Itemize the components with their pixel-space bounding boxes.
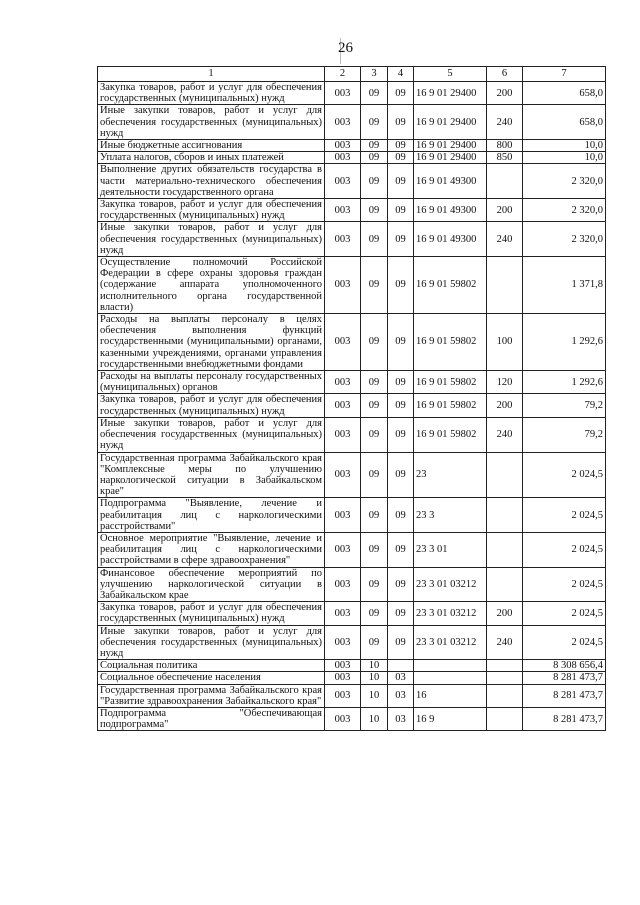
row-name-cell: Иные закупки товаров, работ и услуг для обеспечения государственных (муниципальных) нужд (98, 105, 325, 140)
row-amount-cell: 8 281 473,7 (523, 672, 606, 684)
row-target-article-cell (414, 672, 487, 684)
row-grbs-cell: 003 (325, 222, 361, 257)
row-section-cell: 09 (361, 371, 388, 394)
header-cell: 1 (98, 67, 325, 82)
row-amount-cell: 8 281 473,7 (523, 684, 606, 707)
row-expense-type-cell: 120 (487, 371, 523, 394)
table-row (98, 257, 606, 314)
row-section-cell: 09 (361, 105, 388, 140)
row-target-article-cell (414, 660, 487, 672)
row-name-cell: Государственная программа Забайкальского края "Развитие здравоохранения Забайкальского края" (98, 684, 325, 707)
row-section-cell: 09 (361, 199, 388, 222)
row-name-cell: Социальная политика (98, 660, 325, 672)
row-grbs-cell: 003 (325, 707, 361, 730)
row-target-article-cell: 23 3 01 (414, 532, 487, 567)
row-expense-type-cell: 240 (487, 105, 523, 140)
row-amount-cell: 2 024,5 (523, 498, 606, 533)
row-expense-type-cell (487, 257, 523, 314)
row-subsection-cell: 09 (388, 567, 414, 602)
table-row (98, 660, 606, 672)
table-row (98, 602, 606, 625)
row-amount-cell: 2 024,5 (523, 602, 606, 625)
row-name-cell: Расходы на выплаты персоналу в целях обеспечения выполнения функций государственными (муниципальными) органами, казенными учреждениями, органами управления государственными внебюджетными фондами (98, 314, 325, 371)
row-expense-type-cell (487, 707, 523, 730)
row-name-cell: Закупка товаров, работ и услуг для обеспечения государственных (муниципальных) нужд (98, 602, 325, 625)
row-expense-type-cell (487, 684, 523, 707)
row-section-cell: 09 (361, 417, 388, 452)
row-section-cell: 09 (361, 625, 388, 660)
row-section-cell: 10 (361, 660, 388, 672)
row-grbs-cell: 003 (325, 152, 361, 164)
row-section-cell: 09 (361, 152, 388, 164)
row-section-cell: 10 (361, 672, 388, 684)
row-expense-type-cell: 850 (487, 152, 523, 164)
row-grbs-cell: 003 (325, 672, 361, 684)
row-section-cell: 09 (361, 257, 388, 314)
row-grbs-cell: 003 (325, 567, 361, 602)
row-grbs-cell: 003 (325, 105, 361, 140)
table-row (98, 417, 606, 452)
row-grbs-cell: 003 (325, 684, 361, 707)
row-subsection-cell: 03 (388, 672, 414, 684)
row-subsection-cell: 09 (388, 625, 414, 660)
row-grbs-cell: 003 (325, 257, 361, 314)
table-row (98, 105, 606, 140)
row-grbs-cell: 003 (325, 394, 361, 417)
row-expense-type-cell: 200 (487, 394, 523, 417)
row-grbs-cell: 003 (325, 82, 361, 105)
row-name-cell: Иные бюджетные ассигнования (98, 140, 325, 152)
row-target-article-cell: 16 (414, 684, 487, 707)
header-cell: 3 (361, 67, 388, 82)
table-row (98, 672, 606, 684)
header-row (98, 67, 606, 82)
row-subsection-cell: 03 (388, 684, 414, 707)
row-subsection-cell: 09 (388, 602, 414, 625)
row-subsection-cell: 09 (388, 152, 414, 164)
row-section-cell: 09 (361, 314, 388, 371)
row-expense-type-cell (487, 452, 523, 498)
row-name-cell: Закупка товаров, работ и услуг для обеспечения государственных (муниципальных) нужд (98, 82, 325, 105)
table-row (98, 684, 606, 707)
row-amount-cell: 79,2 (523, 417, 606, 452)
row-grbs-cell: 003 (325, 625, 361, 660)
row-target-article-cell: 16 9 01 59802 (414, 314, 487, 371)
row-grbs-cell: 003 (325, 498, 361, 533)
row-expense-type-cell: 800 (487, 140, 523, 152)
row-section-cell: 09 (361, 82, 388, 105)
header-cell: 2 (325, 67, 361, 82)
table-row (98, 394, 606, 417)
table-row (98, 314, 606, 371)
row-expense-type-cell: 240 (487, 625, 523, 660)
header-cell: 5 (414, 67, 487, 82)
row-amount-cell: 1 292,6 (523, 371, 606, 394)
row-name-cell: Подпрограмма "Выявление, лечение и реабилитация лиц с наркологическими расстройствами" (98, 498, 325, 533)
row-amount-cell: 2 024,5 (523, 532, 606, 567)
row-name-cell: Иные закупки товаров, работ и услуг для обеспечения государственных (муниципальных) нужд (98, 417, 325, 452)
row-subsection-cell: 09 (388, 314, 414, 371)
row-subsection-cell: 09 (388, 532, 414, 567)
row-subsection-cell: 09 (388, 417, 414, 452)
row-section-cell: 09 (361, 602, 388, 625)
row-subsection-cell: 09 (388, 257, 414, 314)
table-row (98, 371, 606, 394)
row-target-article-cell: 16 9 01 29400 (414, 82, 487, 105)
row-target-article-cell: 23 3 01 03212 (414, 567, 487, 602)
page-number: 26 (338, 40, 353, 56)
row-name-cell: Иные закупки товаров, работ и услуг для обеспечения государственных (муниципальных) нужд (98, 222, 325, 257)
row-grbs-cell: 003 (325, 314, 361, 371)
row-target-article-cell: 23 3 (414, 498, 487, 533)
table-row (98, 199, 606, 222)
header-cell: 6 (487, 67, 523, 82)
row-expense-type-cell: 200 (487, 199, 523, 222)
row-expense-type-cell (487, 498, 523, 533)
row-amount-cell: 10,0 (523, 140, 606, 152)
row-subsection-cell: 03 (388, 707, 414, 730)
table-row (98, 707, 606, 730)
row-amount-cell: 2 024,5 (523, 625, 606, 660)
row-subsection-cell: 09 (388, 394, 414, 417)
table-row (98, 498, 606, 533)
row-expense-type-cell: 240 (487, 222, 523, 257)
row-grbs-cell: 003 (325, 452, 361, 498)
row-target-article-cell: 16 9 01 49300 (414, 199, 487, 222)
row-amount-cell: 10,0 (523, 152, 606, 164)
row-name-cell: Социальное обеспечение населения (98, 672, 325, 684)
table-row (98, 567, 606, 602)
row-name-cell: Подпрограмма "Обеспечивающая подпрограмма" (98, 707, 325, 730)
row-name-cell: Иные закупки товаров, работ и услуг для обеспечения государственных (муниципальных) нужд (98, 625, 325, 660)
row-subsection-cell: 09 (388, 82, 414, 105)
row-name-cell: Закупка товаров, работ и услуг для обеспечения государственных (муниципальных) нужд (98, 394, 325, 417)
header-cell: 7 (523, 67, 606, 82)
row-target-article-cell: 23 (414, 452, 487, 498)
row-target-article-cell: 16 9 01 29400 (414, 105, 487, 140)
row-section-cell: 09 (361, 567, 388, 602)
row-subsection-cell: 09 (388, 199, 414, 222)
row-amount-cell: 2 320,0 (523, 199, 606, 222)
row-subsection-cell: 09 (388, 452, 414, 498)
row-grbs-cell: 003 (325, 417, 361, 452)
row-target-article-cell: 16 9 01 59802 (414, 371, 487, 394)
table-row (98, 152, 606, 164)
table-row (98, 82, 606, 105)
table-row (98, 222, 606, 257)
row-grbs-cell: 003 (325, 140, 361, 152)
row-section-cell: 09 (361, 222, 388, 257)
row-target-article-cell: 16 9 01 49300 (414, 222, 487, 257)
row-amount-cell: 1 371,8 (523, 257, 606, 314)
row-expense-type-cell: 200 (487, 82, 523, 105)
row-name-cell: Уплата налогов, сборов и иных платежей (98, 152, 325, 164)
row-name-cell: Финансовое обеспечение мероприятий по улучшению наркологической ситуации в Забайкальском крае (98, 567, 325, 602)
row-section-cell: 09 (361, 164, 388, 199)
row-name-cell: Расходы на выплаты персоналу государственных (муниципальных) органов (98, 371, 325, 394)
row-target-article-cell: 23 3 01 03212 (414, 625, 487, 660)
row-section-cell: 09 (361, 498, 388, 533)
row-subsection-cell: 09 (388, 371, 414, 394)
row-grbs-cell: 003 (325, 602, 361, 625)
row-name-cell: Закупка товаров, работ и услуг для обеспечения государственных (муниципальных) нужд (98, 199, 325, 222)
row-name-cell: Основное мероприятие "Выявление, лечение и реабилитация лиц с наркологическими расстройствами в сфере здравоохранения" (98, 532, 325, 567)
row-amount-cell: 1 292,6 (523, 314, 606, 371)
row-expense-type-cell (487, 164, 523, 199)
row-expense-type-cell: 240 (487, 417, 523, 452)
row-section-cell: 09 (361, 532, 388, 567)
row-section-cell: 09 (361, 452, 388, 498)
row-amount-cell: 2 024,5 (523, 452, 606, 498)
row-subsection-cell: 09 (388, 140, 414, 152)
row-amount-cell: 2 320,0 (523, 164, 606, 199)
row-amount-cell: 8 281 473,7 (523, 707, 606, 730)
row-amount-cell: 8 308 656,4 (523, 660, 606, 672)
row-target-article-cell: 16 9 01 59802 (414, 257, 487, 314)
row-target-article-cell: 16 9 (414, 707, 487, 730)
row-expense-type-cell (487, 567, 523, 602)
row-grbs-cell: 003 (325, 371, 361, 394)
row-target-article-cell: 16 9 01 59802 (414, 417, 487, 452)
row-target-article-cell: 16 9 01 29400 (414, 140, 487, 152)
row-grbs-cell: 003 (325, 164, 361, 199)
table-row (98, 625, 606, 660)
row-expense-type-cell (487, 532, 523, 567)
row-expense-type-cell (487, 672, 523, 684)
header-cell: 4 (388, 67, 414, 82)
row-grbs-cell: 003 (325, 660, 361, 672)
row-section-cell: 10 (361, 684, 388, 707)
table-body (98, 82, 606, 731)
row-expense-type-cell: 200 (487, 602, 523, 625)
table-row (98, 452, 606, 498)
row-amount-cell: 2 320,0 (523, 222, 606, 257)
row-name-cell: Осуществление полномочий Российской Федерации в сфере охраны здоровья граждан (содержание аппарата уполномоченного исполнительного органа государственной власти) (98, 257, 325, 314)
row-target-article-cell: 16 9 01 49300 (414, 164, 487, 199)
row-subsection-cell (388, 660, 414, 672)
table-row (98, 164, 606, 199)
row-expense-type-cell (487, 660, 523, 672)
row-expense-type-cell: 100 (487, 314, 523, 371)
row-target-article-cell: 23 3 01 03212 (414, 602, 487, 625)
row-subsection-cell: 09 (388, 105, 414, 140)
row-amount-cell: 79,2 (523, 394, 606, 417)
table-row (98, 532, 606, 567)
row-name-cell: Выполнение других обязательств государства в части материально-технического обеспечения деятельности государственного органа (98, 164, 325, 199)
row-subsection-cell: 09 (388, 164, 414, 199)
row-section-cell: 10 (361, 707, 388, 730)
budget-table (97, 66, 606, 731)
row-subsection-cell: 09 (388, 498, 414, 533)
table-row (98, 140, 606, 152)
row-target-article-cell: 16 9 01 29400 (414, 152, 487, 164)
row-amount-cell: 2 024,5 (523, 567, 606, 602)
row-grbs-cell: 003 (325, 532, 361, 567)
row-target-article-cell: 16 9 01 59802 (414, 394, 487, 417)
row-name-cell: Государственная программа Забайкальского края "Комплексные меры по улучшению наркологической ситуации в Забайкальском крае" (98, 452, 325, 498)
row-section-cell: 09 (361, 140, 388, 152)
row-amount-cell: 658,0 (523, 105, 606, 140)
row-subsection-cell: 09 (388, 222, 414, 257)
row-amount-cell: 658,0 (523, 82, 606, 105)
row-grbs-cell: 003 (325, 199, 361, 222)
row-section-cell: 09 (361, 394, 388, 417)
